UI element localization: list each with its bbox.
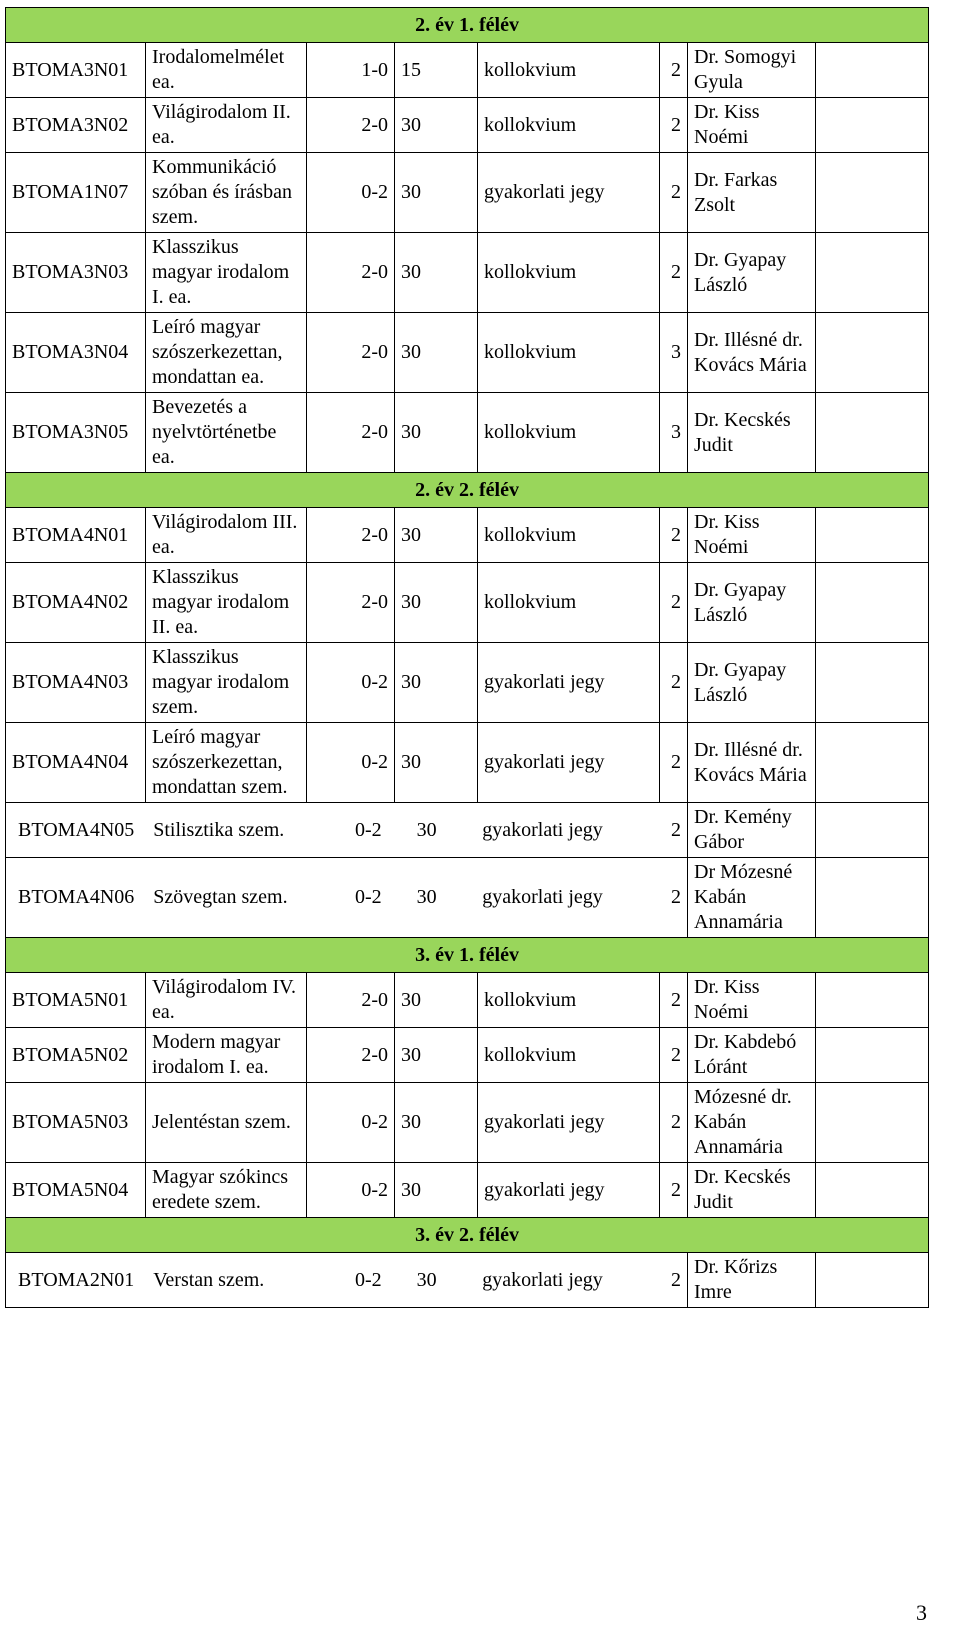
course-hours: 30	[395, 973, 478, 1028]
course-teacher: Dr. Kemény Gábor	[688, 803, 816, 858]
semester-header-row	[6, 8, 929, 43]
course-credit: 3	[660, 313, 688, 393]
semester-header: 3. év 2. félév	[6, 1218, 929, 1253]
course-code: BTOMA1N07	[6, 153, 146, 233]
course-row	[6, 1253, 929, 1308]
course-teacher: Mózesné dr. Kabán Annamária	[688, 1083, 816, 1163]
empty-cell	[816, 563, 929, 643]
semester-header: 3. év 1. félév	[6, 938, 929, 973]
course-row	[6, 1083, 929, 1163]
course-teacher: Dr. Farkas Zsolt	[688, 153, 816, 233]
course-teacher: Dr. Kőrizs Imre	[688, 1253, 816, 1308]
empty-cell	[816, 643, 929, 723]
course-credit: 2	[660, 153, 688, 233]
course-teacher: Dr Mózesné Kabán Annamária	[688, 858, 816, 938]
course-title: Jelentéstan szem.	[146, 1083, 307, 1163]
course-teacher: Dr. Gyapay László	[688, 563, 816, 643]
course-exam: gyakorlati jegy	[478, 1083, 660, 1163]
course-ratio: 0-2	[307, 723, 395, 803]
course-row	[6, 313, 929, 393]
course-code: BTOMA3N05	[6, 393, 146, 473]
course-hours: 30	[395, 508, 478, 563]
course-row	[6, 858, 929, 938]
course-inline-content	[12, 1268, 681, 1293]
course-hours: 30	[395, 563, 478, 643]
course-credit: 2	[660, 1163, 688, 1218]
course-exam: kollokvium	[478, 98, 660, 153]
course-ratio: 0-2	[354, 886, 382, 908]
course-ratio: 2-0	[307, 1028, 395, 1083]
course-title: Magyar szókincs eredete szem.	[146, 1163, 307, 1218]
course-code: BTOMA4N03	[6, 643, 146, 723]
course-ratio: 0-2	[307, 643, 395, 723]
course-credit: 2	[660, 508, 688, 563]
course-credit: 2	[660, 563, 688, 643]
course-ratio: 2-0	[307, 563, 395, 643]
course-teacher: Dr. Illésné dr. Kovács Mária	[688, 723, 816, 803]
empty-cell	[816, 1083, 929, 1163]
course-exam: kollokvium	[478, 313, 660, 393]
course-teacher: Dr. Kecskés Judit	[688, 1163, 816, 1218]
course-teacher: Dr. Kecskés Judit	[688, 393, 816, 473]
course-row	[6, 643, 929, 723]
course-ratio: 1-0	[307, 43, 395, 98]
course-teacher: Dr. Gyapay László	[688, 643, 816, 723]
course-teacher: Dr. Somogyi Gyula	[688, 43, 816, 98]
course-credit: 2	[660, 1028, 688, 1083]
course-row	[6, 803, 929, 858]
course-row	[6, 973, 929, 1028]
course-hours: 30	[395, 723, 478, 803]
course-exam: gyakorlati jegy	[478, 723, 660, 803]
course-ratio: 0-2	[307, 1083, 395, 1163]
course-title: Szövegtan szem.	[153, 886, 288, 908]
empty-cell	[816, 1253, 929, 1308]
course-title: Modern magyar irodalom I. ea.	[146, 1028, 307, 1083]
course-credit: 2	[660, 973, 688, 1028]
course-ratio: 2-0	[307, 393, 395, 473]
course-teacher: Dr. Kiss Noémi	[688, 508, 816, 563]
course-hours: 30	[395, 153, 478, 233]
semester-header-row	[6, 1218, 929, 1253]
empty-cell	[816, 803, 929, 858]
empty-cell	[816, 43, 929, 98]
curriculum-table	[5, 7, 929, 1308]
course-inline-cell	[6, 858, 688, 938]
course-title: Világirodalom III. ea.	[146, 508, 307, 563]
course-code: BTOMA3N03	[6, 233, 146, 313]
course-hours: 30	[395, 1083, 478, 1163]
course-hours: 30	[416, 1268, 437, 1291]
course-teacher: Dr. Kiss Noémi	[688, 973, 816, 1028]
course-exam: kollokvium	[478, 563, 660, 643]
course-title: Verstan szem.	[153, 1268, 265, 1291]
course-code: BTOMA4N02	[6, 563, 146, 643]
empty-cell	[816, 508, 929, 563]
course-title: Klasszikus magyar irodalom II. ea.	[146, 563, 307, 643]
course-inline-content	[12, 885, 681, 910]
course-teacher: Dr. Illésné dr. Kovács Mária	[688, 313, 816, 393]
course-code: BTOMA5N01	[6, 973, 146, 1028]
course-code: BTOMA4N05	[18, 818, 135, 841]
course-row	[6, 43, 929, 98]
course-credit: 2	[671, 1268, 681, 1291]
course-hours: 30	[395, 233, 478, 313]
course-title: Leíró magyar szószerkezettan, mondattan ea.	[146, 313, 307, 393]
course-code: BTOMA3N02	[6, 98, 146, 153]
course-hours: 30	[395, 393, 478, 473]
course-exam: gyakorlati jegy	[482, 818, 603, 841]
course-code: BTOMA4N06	[18, 886, 135, 908]
course-ratio: 2-0	[307, 313, 395, 393]
semester-header-row	[6, 938, 929, 973]
course-row	[6, 393, 929, 473]
course-ratio: 2-0	[307, 98, 395, 153]
course-title: Bevezetés a nyelvtörténetbe ea.	[146, 393, 307, 473]
course-title: Stilisztika szem.	[153, 818, 285, 841]
course-hours: 30	[416, 886, 437, 908]
course-code: BTOMA3N04	[6, 313, 146, 393]
course-exam: kollokvium	[478, 233, 660, 313]
semester-header: 2. év 2. félév	[6, 473, 929, 508]
course-title: Világirodalom IV. ea.	[146, 973, 307, 1028]
course-ratio: 0-2	[354, 1268, 382, 1291]
course-exam: gyakorlati jegy	[482, 1268, 603, 1291]
course-row	[6, 1163, 929, 1218]
course-ratio: 2-0	[307, 508, 395, 563]
course-teacher: Dr. Kiss Noémi	[688, 98, 816, 153]
course-teacher: Dr. Gyapay László	[688, 233, 816, 313]
course-code: BTOMA4N01	[6, 508, 146, 563]
course-hours: 30	[395, 1028, 478, 1083]
course-hours: 15	[395, 43, 478, 98]
course-exam: kollokvium	[478, 43, 660, 98]
course-code: BTOMA2N01	[18, 1268, 135, 1291]
course-inline-cell	[6, 1253, 688, 1308]
course-title: Világirodalom II. ea.	[146, 98, 307, 153]
course-ratio: 0-2	[354, 818, 382, 841]
course-hours: 30	[395, 1163, 478, 1218]
course-hours: 30	[395, 98, 478, 153]
empty-cell	[816, 1028, 929, 1083]
empty-cell	[816, 393, 929, 473]
course-code: BTOMA5N04	[6, 1163, 146, 1218]
course-credit: 2	[660, 98, 688, 153]
curriculum-body	[6, 8, 929, 1308]
course-code: BTOMA5N03	[6, 1083, 146, 1163]
course-credit: 2	[660, 233, 688, 313]
course-exam: gyakorlati jegy	[478, 1163, 660, 1218]
course-row	[6, 723, 929, 803]
empty-cell	[816, 1163, 929, 1218]
empty-cell	[816, 313, 929, 393]
course-title: Klasszikus magyar irodalom I. ea.	[146, 233, 307, 313]
course-hours: 30	[395, 313, 478, 393]
course-ratio: 2-0	[307, 233, 395, 313]
course-credit: 2	[660, 43, 688, 98]
course-credit: 2	[660, 1083, 688, 1163]
course-teacher: Dr. Kabdebó Lóránt	[688, 1028, 816, 1083]
course-title: Irodalomelmélet ea.	[146, 43, 307, 98]
course-row	[6, 563, 929, 643]
course-exam: gyakorlati jegy	[478, 643, 660, 723]
course-title: Leíró magyar szószerkezettan, mondattan szem.	[146, 723, 307, 803]
course-inline-cell	[6, 803, 688, 858]
course-credit: 2	[660, 643, 688, 723]
course-credit: 2	[671, 818, 681, 841]
empty-cell	[816, 973, 929, 1028]
course-inline-content	[12, 818, 681, 843]
course-ratio: 0-2	[307, 1163, 395, 1218]
empty-cell	[816, 153, 929, 233]
course-row	[6, 508, 929, 563]
course-exam: kollokvium	[478, 1028, 660, 1083]
course-row	[6, 233, 929, 313]
course-row	[6, 153, 929, 233]
course-hours: 30	[416, 818, 437, 841]
semester-header: 2. év 1. félév	[6, 8, 929, 43]
course-exam: kollokvium	[478, 508, 660, 563]
course-credit: 2	[671, 886, 681, 908]
empty-cell	[816, 98, 929, 153]
empty-cell	[816, 723, 929, 803]
empty-cell	[816, 233, 929, 313]
course-row	[6, 1028, 929, 1083]
course-exam: gyakorlati jegy	[482, 886, 603, 908]
semester-header-row	[6, 473, 929, 508]
course-exam: kollokvium	[478, 393, 660, 473]
course-exam: kollokvium	[478, 973, 660, 1028]
course-ratio: 2-0	[307, 973, 395, 1028]
course-title: Kommunikáció szóban és írásban szem.	[146, 153, 307, 233]
course-credit: 3	[660, 393, 688, 473]
course-code: BTOMA5N02	[6, 1028, 146, 1083]
course-exam: gyakorlati jegy	[478, 153, 660, 233]
course-hours: 30	[395, 643, 478, 723]
course-credit: 2	[660, 723, 688, 803]
course-code: BTOMA4N04	[6, 723, 146, 803]
course-title: Klasszikus magyar irodalom szem.	[146, 643, 307, 723]
page-number: 3	[916, 1600, 927, 1625]
course-code: BTOMA3N01	[6, 43, 146, 98]
empty-cell	[816, 858, 929, 938]
course-row	[6, 98, 929, 153]
course-ratio: 0-2	[307, 153, 395, 233]
